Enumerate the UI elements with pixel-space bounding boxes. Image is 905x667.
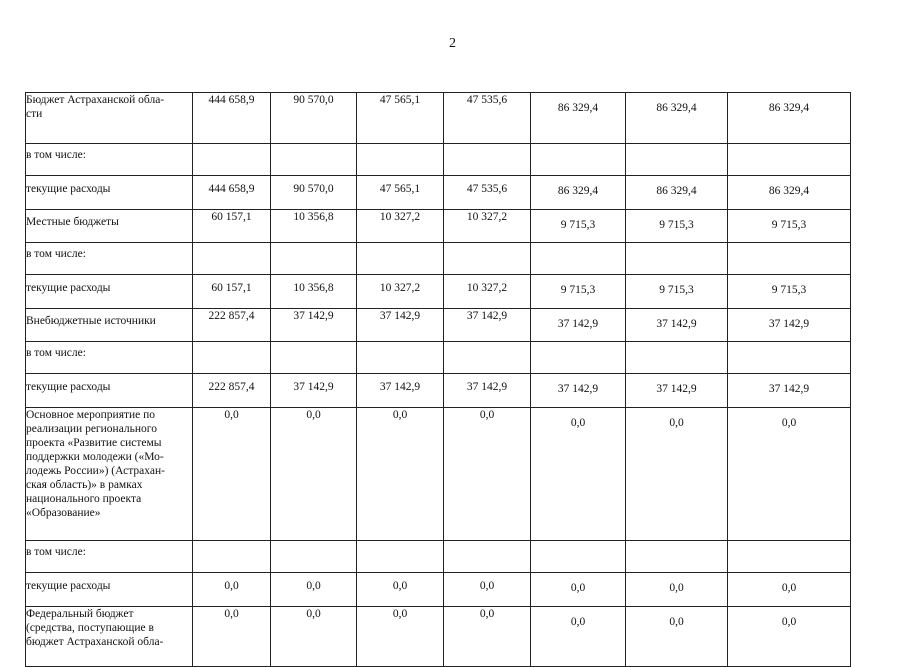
value-cell bbox=[728, 144, 851, 176]
table-row bbox=[26, 93, 851, 144]
value-cell: 47 565,1 bbox=[357, 176, 444, 210]
value-cell: 10 327,2 bbox=[444, 275, 531, 309]
value-cell bbox=[357, 541, 444, 573]
value-cell bbox=[193, 541, 271, 573]
table-row bbox=[26, 541, 851, 573]
row-label: в том числе: bbox=[26, 342, 193, 374]
table-row bbox=[26, 176, 851, 210]
table-row bbox=[26, 210, 851, 243]
budget-table bbox=[25, 92, 851, 667]
value-cell: 222 857,4 bbox=[193, 374, 271, 408]
value-cell: 37 142,9 bbox=[626, 374, 728, 408]
value-cell: 9 715,3 bbox=[531, 210, 626, 243]
value-cell: 0,0 bbox=[626, 573, 728, 607]
value-cell: 9 715,3 bbox=[626, 275, 728, 309]
value-cell bbox=[444, 144, 531, 176]
value-cell bbox=[193, 342, 271, 374]
value-cell: 444 658,9 bbox=[193, 176, 271, 210]
value-cell bbox=[531, 541, 626, 573]
value-cell: 47 535,6 bbox=[444, 176, 531, 210]
value-cell: 37 142,9 bbox=[271, 374, 357, 408]
value-cell: 10 327,2 bbox=[357, 210, 444, 243]
value-cell: 0,0 bbox=[444, 408, 531, 541]
value-cell: 0,0 bbox=[271, 607, 357, 667]
value-cell: 0,0 bbox=[531, 408, 626, 541]
value-cell: 37 142,9 bbox=[444, 374, 531, 408]
value-cell: 0,0 bbox=[531, 573, 626, 607]
table-row bbox=[26, 144, 851, 176]
value-cell bbox=[531, 144, 626, 176]
value-cell: 86 329,4 bbox=[626, 93, 728, 144]
value-cell bbox=[271, 144, 357, 176]
value-cell: 0,0 bbox=[444, 573, 531, 607]
value-cell bbox=[531, 243, 626, 275]
value-cell: 60 157,1 bbox=[193, 210, 271, 243]
value-cell bbox=[728, 342, 851, 374]
value-cell: 37 142,9 bbox=[357, 374, 444, 408]
value-cell: 0,0 bbox=[193, 408, 271, 541]
value-cell bbox=[444, 541, 531, 573]
value-cell bbox=[193, 243, 271, 275]
table-row bbox=[26, 408, 851, 541]
row-label: в том числе: bbox=[26, 144, 193, 176]
value-cell: 37 142,9 bbox=[444, 309, 531, 342]
value-cell: 47 565,1 bbox=[357, 93, 444, 144]
value-cell: 90 570,0 bbox=[271, 93, 357, 144]
value-cell bbox=[531, 342, 626, 374]
value-cell: 9 715,3 bbox=[626, 210, 728, 243]
value-cell: 0,0 bbox=[728, 607, 851, 667]
value-cell: 9 715,3 bbox=[728, 210, 851, 243]
value-cell: 0,0 bbox=[271, 408, 357, 541]
row-label: в том числе: bbox=[26, 541, 193, 573]
value-cell: 37 142,9 bbox=[531, 309, 626, 342]
value-cell bbox=[271, 243, 357, 275]
table-row bbox=[26, 275, 851, 309]
value-cell: 37 142,9 bbox=[271, 309, 357, 342]
value-cell: 47 535,6 bbox=[444, 93, 531, 144]
value-cell: 37 142,9 bbox=[728, 374, 851, 408]
row-label: в том числе: bbox=[26, 243, 193, 275]
row-label: Основное мероприятие по реализации регионального проекта «Развитие системы поддержки молодежи («Мо- лодежь России») (Астрахан- ская область)» в рамках национального проекта «Образование» bbox=[26, 408, 193, 541]
value-cell bbox=[444, 243, 531, 275]
value-cell: 90 570,0 bbox=[271, 176, 357, 210]
value-cell: 86 329,4 bbox=[728, 93, 851, 144]
value-cell: 222 857,4 bbox=[193, 309, 271, 342]
table-row bbox=[26, 243, 851, 275]
value-cell: 37 142,9 bbox=[626, 309, 728, 342]
value-cell: 86 329,4 bbox=[728, 176, 851, 210]
table-row bbox=[26, 573, 851, 607]
value-cell bbox=[271, 342, 357, 374]
value-cell: 0,0 bbox=[444, 607, 531, 667]
value-cell bbox=[357, 342, 444, 374]
value-cell bbox=[626, 243, 728, 275]
value-cell bbox=[357, 243, 444, 275]
row-label: текущие расходы bbox=[26, 573, 193, 607]
value-cell: 10 356,8 bbox=[271, 275, 357, 309]
value-cell: 0,0 bbox=[193, 573, 271, 607]
table-row bbox=[26, 607, 851, 667]
value-cell: 10 327,2 bbox=[357, 275, 444, 309]
row-label: текущие расходы bbox=[26, 275, 193, 309]
value-cell: 0,0 bbox=[357, 573, 444, 607]
row-label: Местные бюджеты bbox=[26, 210, 193, 243]
value-cell: 37 142,9 bbox=[728, 309, 851, 342]
value-cell bbox=[193, 144, 271, 176]
value-cell: 86 329,4 bbox=[626, 176, 728, 210]
value-cell: 60 157,1 bbox=[193, 275, 271, 309]
value-cell: 86 329,4 bbox=[531, 176, 626, 210]
table-row bbox=[26, 374, 851, 408]
table-row bbox=[26, 309, 851, 342]
value-cell: 9 715,3 bbox=[728, 275, 851, 309]
value-cell: 86 329,4 bbox=[531, 93, 626, 144]
row-label: Внебюджетные источники bbox=[26, 309, 193, 342]
value-cell: 37 142,9 bbox=[531, 374, 626, 408]
value-cell bbox=[626, 144, 728, 176]
value-cell bbox=[357, 144, 444, 176]
value-cell: 444 658,9 bbox=[193, 93, 271, 144]
value-cell bbox=[728, 243, 851, 275]
row-label: Бюджет Астраханской обла- сти bbox=[26, 93, 193, 144]
value-cell: 9 715,3 bbox=[531, 275, 626, 309]
value-cell: 10 327,2 bbox=[444, 210, 531, 243]
value-cell: 10 356,8 bbox=[271, 210, 357, 243]
value-cell bbox=[728, 541, 851, 573]
value-cell: 0,0 bbox=[357, 408, 444, 541]
value-cell: 0,0 bbox=[728, 573, 851, 607]
value-cell: 0,0 bbox=[531, 607, 626, 667]
row-label: Федеральный бюджет (средства, поступающие в бюджет Астраханской обла- bbox=[26, 607, 193, 667]
value-cell: 0,0 bbox=[357, 607, 444, 667]
value-cell bbox=[626, 541, 728, 573]
value-cell: 37 142,9 bbox=[357, 309, 444, 342]
value-cell: 0,0 bbox=[193, 607, 271, 667]
value-cell bbox=[444, 342, 531, 374]
value-cell bbox=[271, 541, 357, 573]
value-cell: 0,0 bbox=[271, 573, 357, 607]
value-cell: 0,0 bbox=[626, 408, 728, 541]
table-row bbox=[26, 342, 851, 374]
page-number: 2 bbox=[449, 36, 456, 51]
value-cell: 0,0 bbox=[728, 408, 851, 541]
value-cell bbox=[626, 342, 728, 374]
value-cell: 0,0 bbox=[626, 607, 728, 667]
row-label: текущие расходы bbox=[26, 176, 193, 210]
row-label: текущие расходы bbox=[26, 374, 193, 408]
